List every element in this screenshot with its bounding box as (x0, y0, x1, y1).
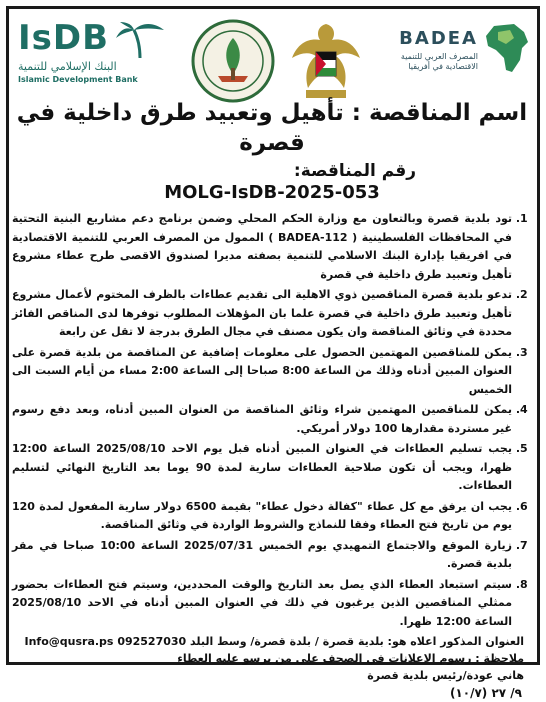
isdb-logo (18, 18, 166, 84)
palestine-eagle-emblem (288, 18, 364, 104)
tender-title: اسم المناقصة : تأهيل وتعبيد طرق داخلية في قصرة (16, 100, 528, 156)
isdb-logo-english: Islamic Development Bank (18, 75, 138, 84)
address-line: العنوان المذكور اعلاه هو: بلدية قصرة / بلدة قصرة/ وسط البلد 092527030 Info@qusra.ps (24, 635, 524, 648)
list-item: 8. سيتم استبعاد العطاء الذي يصل بعد التاريخ والوقت المحددين، وسيتم فتح العطاءات بحضور ممثلي المناقصين الذين يرغبون في ذلك في العنوان المبين أدناه في الاحد 2025/08/10 الساعة 12:00 ظهرا. (12, 576, 512, 632)
list-item: 7. زيارة الموقع والاجتماع التمهيدي يوم الخميس 2025/07/31 الساعة 10:00 صباحا في مقر بلدية قصرة. (12, 537, 512, 574)
ad-date: ٩/ ٢٧ (١٠/٧) (449, 686, 522, 700)
tender-conditions-list (12, 210, 532, 631)
logo-strip (12, 12, 534, 104)
signature: هاني عودة/رئيس بلدية قصرة (367, 669, 524, 682)
isdb-logo-word: IsDB (18, 18, 110, 58)
list-item: 3. يمكن للمناقصين المهتمين الحصول على معلومات إضافية عن المناقصة من بلدية قصرة على العنوان المبين أدناه وذلك من الساعة 8:00 صباحا إلى الساعة 2:00 مساء من أيام السبت الى الخميس (12, 344, 512, 400)
isdb-palm-icon (114, 20, 166, 60)
isdb-logo-arabic: البنك الإسلامي للتنمية (18, 60, 117, 73)
list-item: 2. تدعو بلدية قصرة المناقصين ذوي الاهلية الى تقديم عطاءات بالظرف المختوم لأعمال مشروع تأهيل وتعبيد طرق داخلية في قصرة علما بان المؤهلات المطلوب توفرها لدى المناقص الفائز محددة في وثائق المناقصة وان يكون مصنف في مجال الطرق بدرجة لا تقل عن رابعة (12, 286, 512, 342)
announcement-body (12, 98, 532, 702)
list-item: 1. تود بلدية قصرة وبالتعاون مع وزارة الحكم المحلي وضمن برنامج دعم مشاريع البنية التحتية في المحافظات الفلسطينية ( BADEA-112 ) الممول من المصرف العربي للتنمية الاقتصادية في افريقيا بإدارة البنك الاسلامي للتنمية بصفته مديرا لصندوق الاقصى طرح عطاء مشروع تأهيل وتعبيد طرق داخلية في قصرة (12, 210, 512, 284)
list-item: 5. يجب تسليم العطاءات في العنوان المبين أدناه قبل يوم الاحد 2025/08/10 الساعة 12:00 ظهرا، ويجب أن تكون صلاحية العطاءات سارية لمدة 90 يوما بعد التاريخ النهائي لتسليم العطاءات. (12, 440, 512, 496)
africa-map-icon (484, 22, 530, 74)
badea-logo-arabic: المصرف العربي للتنمية الاقتصادية في أفريقيا (400, 52, 478, 71)
list-item: 4. يمكن للمناقصين المهتمين شراء وثائق المناقصة من العنوان المبين أدناه، وبعد دفع رسوم غير مستردة مقدارها 100 دولار أمريكي. (12, 401, 512, 438)
list-item: 6. يجب ان يرفق مع كل عطاء "كفالة دخول عطاء" بقيمة 6500 دولار سارية المفعول لمدة 120 يوم من تاريخ فتح العطاء وفقا للنماذج والشروط الواردة في وثائق المناقصة. (12, 498, 512, 535)
note-line: ملاحظة : رسوم الاعلانات في الصحف على من يرسو عليه العطاء (177, 652, 524, 665)
tender-number-label: رقم المناقصة: (293, 161, 416, 181)
qusra-municipality-emblem (190, 18, 276, 104)
tender-number: MOLG-IsDB-2025-053 (164, 182, 380, 203)
badea-logo-word: BADEA (399, 28, 478, 49)
